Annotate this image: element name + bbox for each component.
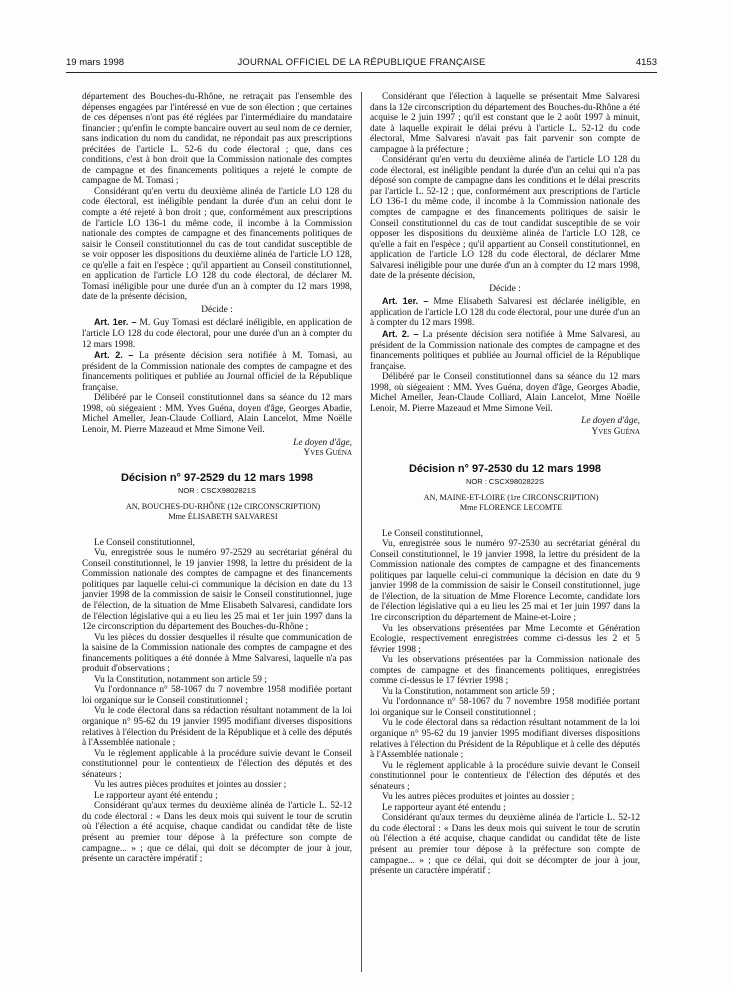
right-column — [370, 92, 640, 877]
decide-label: Décide : — [201, 304, 233, 315]
paragraph: Vu le code électoral dans sa rédaction résultant notamment de la loi organique n° 95-62 du 19 janvier 1995 modifiant diverses dispositions relatives à l'élection du Président de la République et à celle des députés à l'Assemblée nationale ; — [82, 706, 352, 749]
paragraph: Vu l'ordonnance n° 58-1067 du 7 novembre 1958 modifiée portant loi organique sur le Conseil constitutionnel ; — [370, 697, 640, 718]
constituency: AN, MAINE-ET-LOIRE (1re CIRCONSCRIPTION) — [423, 492, 599, 502]
paragraph: Vu le code électoral dans sa rédaction résultant notamment de la loi organique n° 95-62 du 19 janvier 1995 modifiant diverses dispositions relatives à l'élection du Président de la République et à celle des députés à l'Assemblée nationale ; — [370, 718, 640, 761]
signature-name: Yves Guéna — [303, 448, 352, 459]
paragraph: Considérant qu'en vertu du deuxième alinéa de l'article LO 128 du code électoral, est inéligible pendant la durée d'un an celui qui n'a pas déposé son compte de campagne dans les conditions et le délai prescrits par l'article L. 52-12 ; que, conformément aux prescriptions de l'article LO 136-1 du même code, il incombe à la Commission nationale des comptes de campagne et des financements politiques de saisir le Conseil constitutionnel du cas de tout candidat susceptible de se voir opposer les dispositions du deuxième alinéa de l'article LO 128, ce qu'elle a fait en l'espèce ; qu'il appartient au Conseil constitutionnel, en application de l'article LO 128 du code électoral, de déclarer Mme Salvaresi inéligible pour une durée d'un an à compter du 12 mars 1998, date de la présente décision, — [370, 155, 640, 282]
paragraph: Vu le règlement applicable à la procédure suivie devant le Conseil constitutionnel pour le contentieux de l'élection des députés et des sénateurs ; — [82, 748, 352, 780]
page-header — [66, 57, 657, 71]
nor-reference: NOR : CSCX9802821S — [178, 486, 256, 496]
article-2 — [82, 350, 352, 393]
paragraph: Délibéré par le Conseil constitutionnel dans sa séance du 12 mars 1998, où siégeaient : MM. Yves Guéna, doyen d'âge, Georges Abadie, Michel Ameller, Jean-Claude Colliard, Alain Lancelot, Mme Noëlle Lenoir, M. Pierre Mazeaud et Mme Simone Veil. — [370, 372, 640, 414]
paragraph: Vu, enregistrée sous le numéro 97-2530 au secrétariat général du Conseil constitutionnel, le 19 janvier 1998, la lettre du président de la Commission nationale des comptes de campagne et des financements politiques par laquelle celui-ci communique la décision en date du 9 janvier 1998 de la commission de saisir le Conseil constitutionnel, juge de l'élection, de la situation de Mme Florence Lecomte, candidate lors de l'élection législative qui a eu lieu les 25 mai et 1er juin 1997 dans la 1re circonscription du département de Maine-et-Loire ; — [370, 539, 640, 623]
paragraph: Considérant que l'élection à laquelle se présentait Mme Salvaresi dans la 12e circonscription du département des Bouches-du-Rhône a été acquise le 2 juin 1997 ; qu'il est constant que le 2 août 1997 à minuit, date à laquelle expirait le délai prévu à l'article L. 52-12 du code électoral, Mme Salvaresi n'avait pas fait parvenir son compte de campagne à la préfecture ; — [370, 92, 640, 155]
paragraph: Vu l'ordonnance n° 58-1067 du 7 novembre 1958 modifiée portant loi organique sur le Conseil constitutionnel ; — [82, 685, 352, 706]
header-rule — [66, 72, 657, 73]
article-label: Art. 1er. – — [382, 296, 429, 307]
paragraph: département des Bouches-du-Rhône, ne retraçait pas l'ensemble des dépenses engagées par l'intéressé en vue de son élection ; que certaines de ces dépenses n'ont pas été réglées par l'intermédiaire du mandataire financier ; qu'enfin le compte bancaire ouvert au seul nom de ce dernier, sans indication du nom du candidat, ne répondait pas aux prescriptions précitées de l'article L. 52-6 du code électoral ; que, dans ces conditions, c'est à bon droit que la Commission nationale des comptes de campagne et des financements politiques a rejeté le compte de campagne de M. Tomasi ; — [82, 92, 352, 187]
paragraph: Vu la Constitution, notamment son article 59 ; — [94, 674, 267, 685]
left-column — [82, 92, 352, 865]
article-text: M. Guy Tomasi est déclaré inéligible, en application de l'article LO 128 du code électoral, pour une durée d'un an à compter du 12 mars 1998. — [82, 318, 352, 350]
column-separator — [361, 92, 362, 972]
paragraph: Vu la Constitution, notamment son article 59 ; — [382, 686, 555, 697]
paragraph: Vu le règlement applicable à la procédure suivie devant le Conseil constitutionnel pour le contentieux de l'élection des députés et des sénateurs ; — [370, 760, 640, 792]
paragraph: Délibéré par le Conseil constitutionnel dans sa séance du 12 mars 1998, où siégeaient : MM. Yves Guéna, doyen d'âge, Georges Abadie, Michel Ameller, Jean-Claude Colliard, Alain Lancelot, Mme Noëlle Lenoir, M. Pierre Mazeaud et Mme Simone Veil. — [82, 393, 352, 435]
article-2 — [370, 329, 640, 372]
article-text: La présente décision sera notifiée à Mme Salvaresi, au président de la Commission nationale des comptes de campagne et des financements politiques et publiée au Journal officiel de la République française. — [370, 330, 640, 372]
article-1 — [82, 317, 352, 350]
decision-title: Décision n° 97-2529 du 12 mars 1998 — [120, 471, 314, 484]
nor-reference: NOR : CSCX9802822S — [466, 477, 544, 487]
paragraph: Considérant qu'en vertu du deuxième alinéa de l'article LO 128 du code électoral, est inéligible pendant la durée d'un an celui dont le compte a été rejeté à bon droit ; que, conformément aux prescriptions de l'article LO 136-1 du même code, il incombe à la Commission nationale des comptes de campagne et des financements politiques de saisir le Conseil constitutionnel du cas de tout candidat susceptible de se voir opposer les dispositions du deuxième alinéa de l'article LO 128, ce qu'elle a fait en l'espèce ; qu'il appartient au Conseil constitutionnel, en application de l'article LO 128 du code électoral, de déclarer M. Tomasi inéligible pour une durée d'un an à compter du 12 mars 1998, date de la présente décision, — [82, 186, 352, 303]
article-text: La présente décision sera notifiée à M. Tomasi, au président de la Commission nationale des comptes de campagne et des financements politiques et publiée au Journal officiel de la République française. — [82, 351, 353, 393]
candidate-name: Mme FLORENCE LECOMTE — [459, 502, 563, 512]
paragraph: Le Conseil constitutionnel, — [382, 528, 483, 539]
article-label: Art. 2. – — [382, 329, 419, 340]
candidate-name: Mme ÉLISABETH SALVARESI — [168, 511, 278, 521]
article-label: Art. 2. – — [94, 350, 134, 361]
paragraph: Vu les autres pièces produites et jointes au dossier ; — [382, 792, 575, 803]
paragraph: Vu les observations présentées par la Commission nationale des comptes de campagne et des financements politiques, enregistrées comme ci-dessus le 17 février 1998 ; — [370, 655, 640, 687]
paragraph: Vu les autres pièces produites et jointes au dossier ; — [94, 780, 287, 791]
paragraph: Considérant qu'aux termes du deuxième alinéa de l'article L. 52-12 du code électoral : « Dans les deux mois qui suivent le tour de scrutin où l'élection a été acquise, chaque candidat ou candidat tête de liste présent au premier tour dépose à la préfecture son compte de campagne... » ; que ce délai, qui doit se décompter de jour à jour, présente un caractère impératif ; — [370, 813, 640, 877]
constituency: AN, BOUCHES-DU-RHÔNE (12e CIRCONSCRIPTION) — [125, 501, 321, 511]
signature-name: Yves Guéna — [591, 426, 640, 437]
paragraph: Considérant qu'aux termes du deuxième alinéa de l'article L. 52-12 du code électoral : « Dans les deux mois qui suivent le tour de scrutin où l'élection a été acquise, chaque candidat ou candidat tête de liste présent au premier tour dépose à la préfecture son compte de campagne... » ; que ce délai, qui doit se décompter de jour à jour, présente un caractère impératif ; — [82, 801, 352, 865]
signature-role: Le doyen d'âge, — [581, 416, 640, 427]
article-label: Art. 1er. – — [94, 317, 137, 328]
signature-role: Le doyen d'âge, — [293, 437, 352, 448]
paragraph: Le Conseil constitutionnel, — [94, 537, 195, 548]
article-1 — [370, 296, 640, 329]
paragraph: Vu les observations présentées par Mme Lecomte et Génération Ecologie, respectivement enregistrées comme ci-dessus les 2 et 5 février 1998 ; — [370, 623, 640, 655]
paragraph: Le rapporteur ayant été entendu ; — [94, 790, 218, 801]
decision-title: Décision n° 97-2530 du 12 mars 1998 — [408, 462, 602, 475]
decide-label: Décide : — [489, 283, 521, 294]
page-number: 4153 — [635, 57, 657, 68]
journal-title: JOURNAL OFFICIEL DE LA RÉPUBLIQUE FRANÇAISE — [237, 57, 486, 68]
paragraph: Vu, enregistrée sous le numéro 97-2529 au secrétariat général du Conseil constitutionnel, le 19 janvier 1998, la lettre du président de la Commission nationale des comptes de campagne et des financements politiques par laquelle celui-ci communique la décision en date du 13 janvier 1998 de la commission de saisir le Conseil constitutionnel, juge de l'élection, de la situation de Mme Elisabeth Salvaresi, candidate lors de l'élection législative qui a eu lieu les 25 mai et 1er juin 1997 dans la 12e circonscription du département des Bouches-du-Rhône ; — [82, 548, 352, 633]
paragraph: Le rapporteur ayant été entendu ; — [382, 802, 506, 813]
article-text: Mme Elisabeth Salvaresi est déclarée inéligible, en application de l'article LO 128 du code électoral, pour une durée d'un an à compter du 12 mars 1998. — [370, 297, 640, 329]
paragraph: Vu les pièces du dossier desquelles il résulte que communication de la saisine de la Commission nationale des comptes de campagne et des financements politiques a été donnée à Mme Salvaresi, laquelle n'a pas produit d'observations ; — [82, 632, 352, 675]
header-date: 19 mars 1998 — [66, 57, 125, 68]
